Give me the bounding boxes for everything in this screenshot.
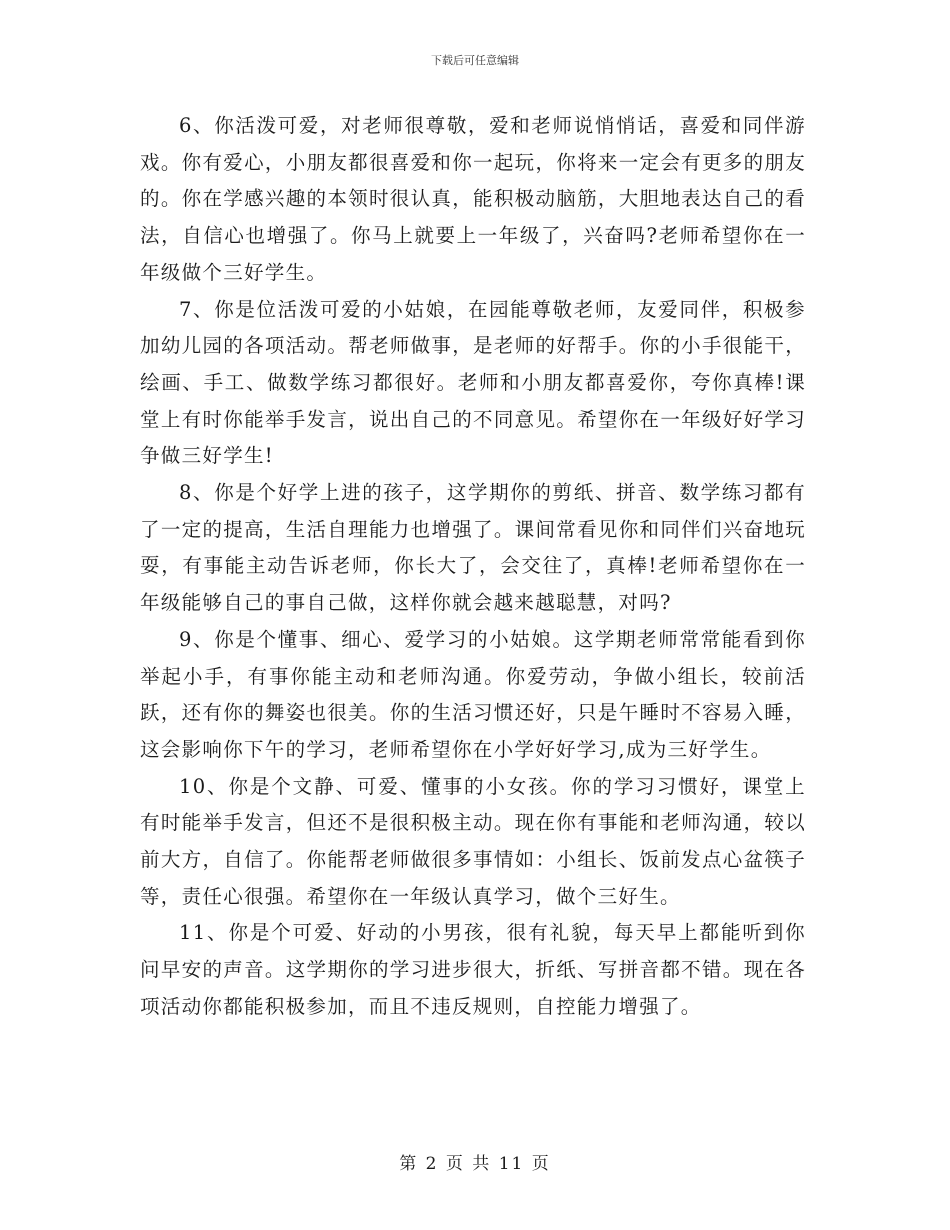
paragraph-9: 9、你是个懂事、细心、爱学习的小姑娘。这学期老师常常能看到你举起小手，有事你能主动和老师沟通。你爱劳动，争做小组长，较前活跃，还有你的舞姿也很美。你的生活习惯还好，只是午睡时不容易入睡，这会影响你下午的学习，老师希望你在小学好好学习,成为三好学生。 xyxy=(140,627,806,761)
paragraph-8: 8、你是个好学上进的孩子，这学期你的剪纸、拼音、数学练习都有了一定的提高，生活自理能力也增强了。课间常看见你和同伴们兴奋地玩耍，有事能主动告诉老师，你长大了，会交往了，真棒!老师希望你在一年级能够自己的事自己做，这样你就会越来越聪慧，对吗? xyxy=(140,481,806,615)
paragraph-6: 6、你活泼可爱，对老师很尊敬，爱和老师说悄悄话，喜爱和同伴游戏。你有爱心，小朋友都很喜爱和你一起玩，你将来一定会有更多的朋友的。你在学感兴趣的本领时很认真，能积极动脑筋，大胆地表达自己的看法，自信心也增强了。你马上就要上一年级了，兴奋吗?老师希望你在一年级做个三好学生。 xyxy=(140,114,806,284)
page-number-footer: 第 2 页 共 11 页 xyxy=(399,1154,551,1174)
page-header: 下载后可任意编辑 xyxy=(431,54,519,67)
paragraph-7: 7、你是位活泼可爱的小姑娘，在园能尊敬老师，友爱同伴，积极参加幼儿园的各项活动。帮老师做事，是老师的好帮手。你的小手很能干，绘画、手工、做数学练习都很好。老师和小朋友都喜爱你，夸你真棒!课堂上有时你能举手发言，说出自己的不同意见。希望你在一年级好好学习争做三好学生! xyxy=(140,297,806,468)
paragraph-10: 10、你是个文静、可爱、懂事的小女孩。你的学习习惯好，课堂上有时能举手发言，但还不是很积极主动。现在你有事能和老师沟通，较以前大方，自信了。你能帮老师做很多事情如：小组长、饭前发点心盆筷子等，责任心很强。希望你在一年级认真学习，做个三好生。 xyxy=(140,774,806,908)
paragraph-11: 11、你是个可爱、好动的小男孩，很有礼貌，每天早上都能听到你问早安的声音。这学期你的学习进步很大，折纸、写拼音都不错。现在各项活动你都能积极参加，而且不违反规则，自控能力增强了。 xyxy=(140,921,806,1018)
document-body xyxy=(140,108,806,1026)
